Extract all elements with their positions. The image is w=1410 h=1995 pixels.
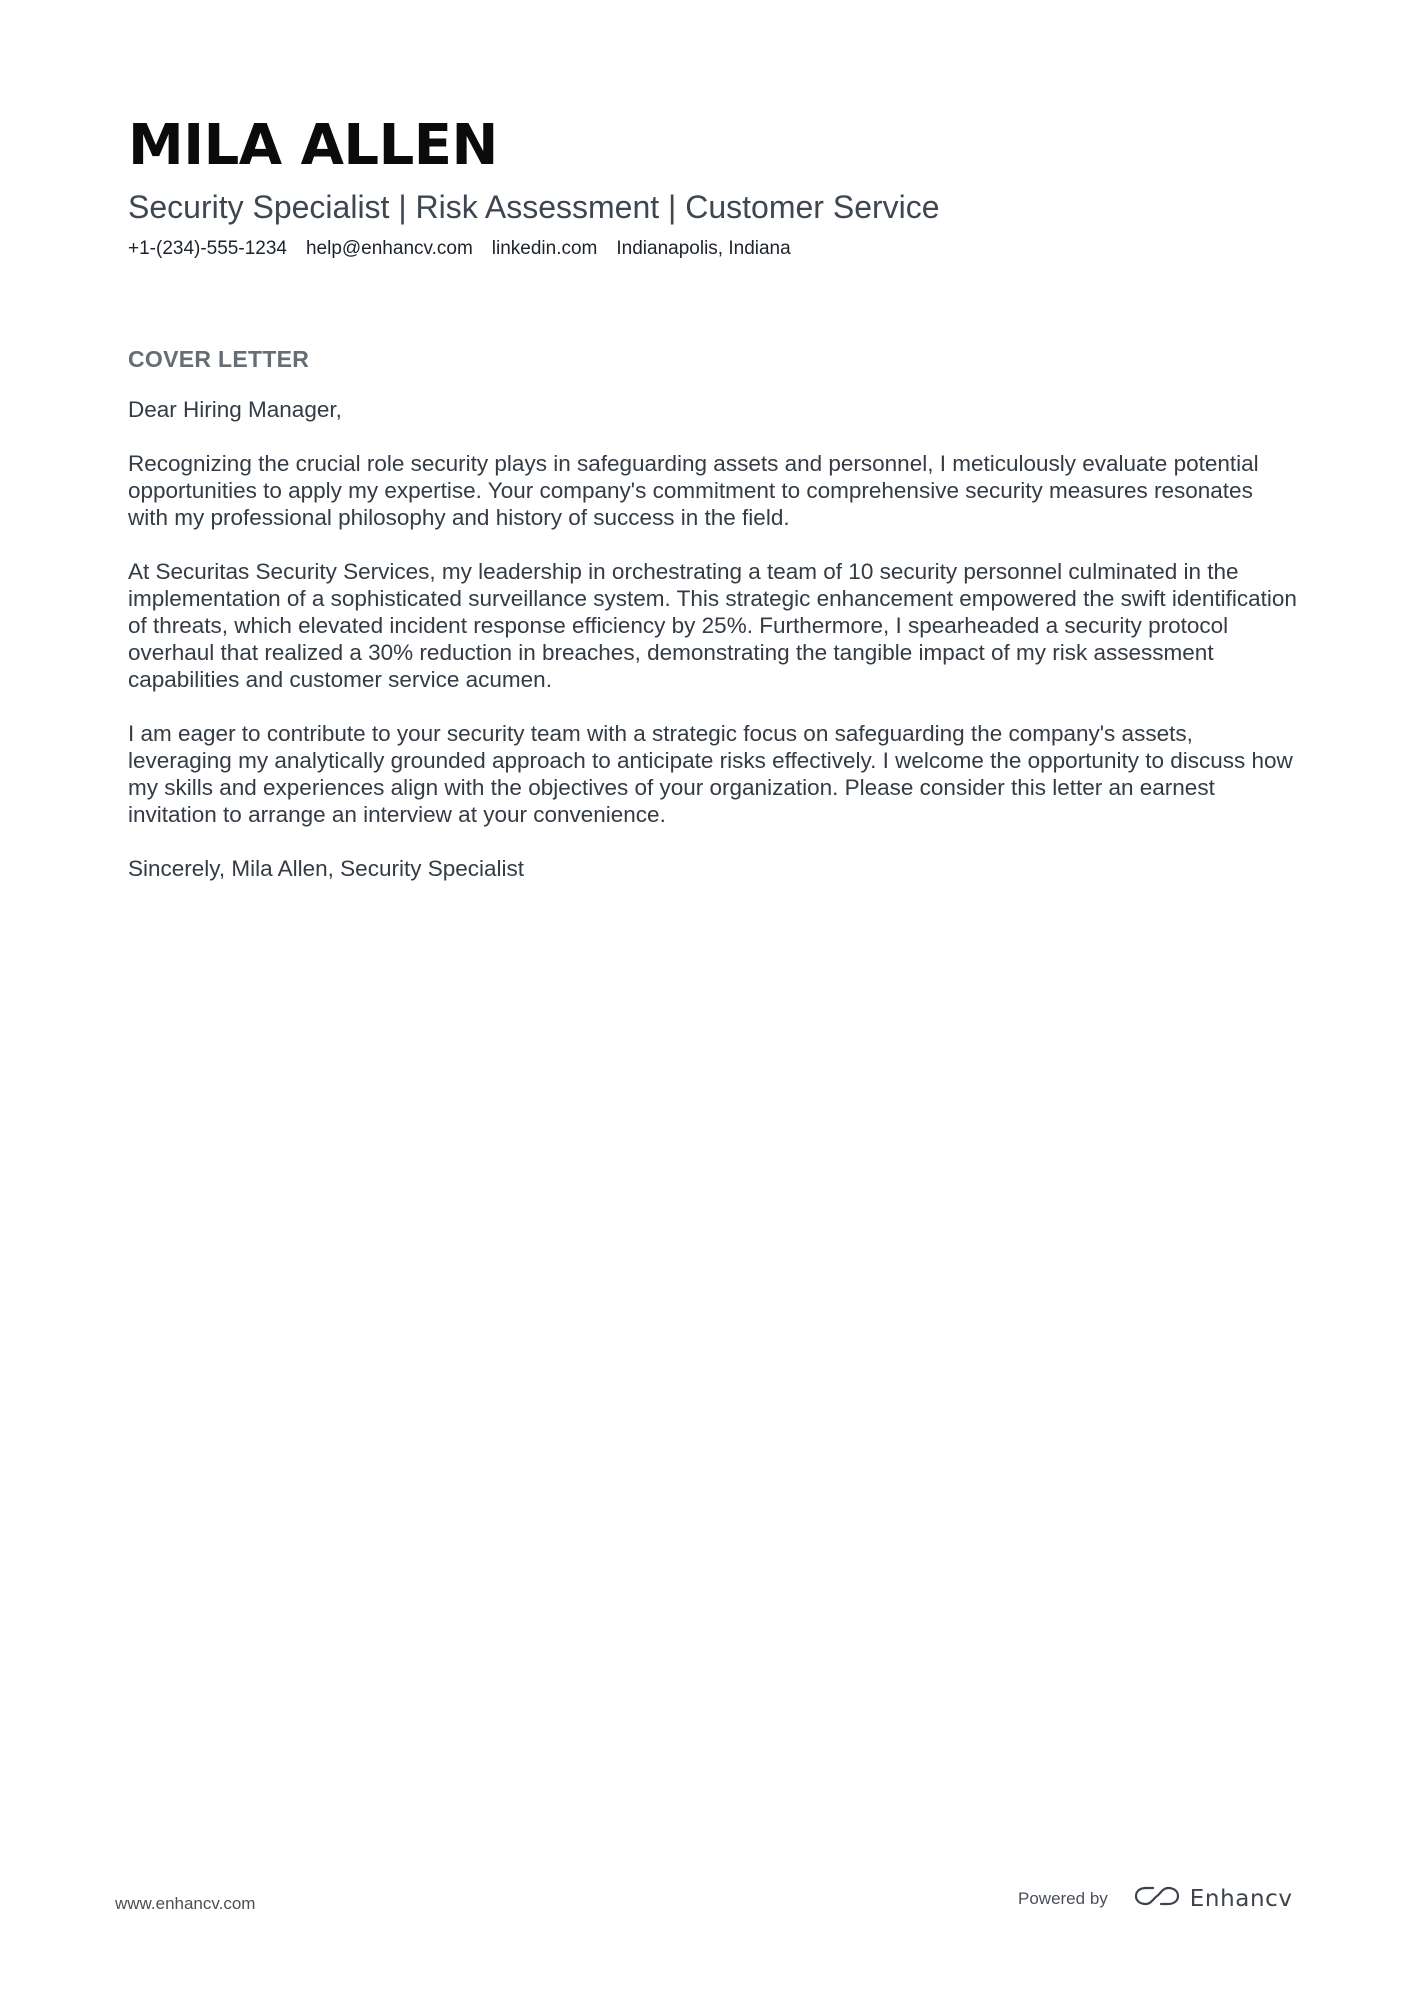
- contact-linkedin[interactable]: linkedin.com: [491, 238, 598, 259]
- letter-body: [128, 396, 1298, 882]
- letter-closing: Sincerely, Mila Allen, Security Specialist: [128, 856, 524, 881]
- cover-letter-section: [128, 344, 1298, 909]
- brand-name: Enhancv: [1189, 1885, 1293, 1912]
- section-title: COVER LETTER: [128, 346, 310, 372]
- contact-email[interactable]: help@enhancv.com: [305, 238, 473, 259]
- enhancv-infinity-logo-icon: [1134, 1884, 1180, 1913]
- candidate-name: MILA ALLEN: [128, 113, 498, 178]
- footer-branding: [1018, 1884, 1293, 1913]
- letter-paragraph: I am eager to contribute to your security team with a strategic focus on safeguarding the company's assets, leveraging my analytically grounded approach to anticipate risks effectively. I welcome the opportunity to discuss how my skills and experiences align with the objectives of your organization. Please consider this letter an earnest invitation to arrange an interview at your convenience.: [128, 721, 1293, 827]
- letter-paragraph: Recognizing the crucial role security plays in safeguarding assets and personnel, I meticulously evaluate potential opportunities to apply my expertise. Your company's commitment to comprehensive security measures resonates with my professional philosophy and history of success in the field.: [128, 451, 1259, 530]
- candidate-headline: Security Specialist | Risk Assessment | Customer Service: [128, 189, 940, 225]
- letter-greeting: Dear Hiring Manager,: [128, 397, 342, 422]
- footer-website[interactable]: www.enhancv.com: [115, 1894, 256, 1913]
- contact-location: Indianapolis, Indiana: [616, 238, 791, 259]
- brand-logo[interactable]: [1134, 1884, 1293, 1913]
- resume-header: [128, 112, 1288, 262]
- letter-paragraph: At Securitas Security Services, my leadership in orchestrating a team of 10 security personnel culminated in the implementation of a sophisticated surveillance system. This strategic enhancement empowered the swift identification of threats, which elevated incident response efficiency by 25%. Furthermore, I spearheaded a security protocol overhaul that realized a 30% reduction in breaches, demonstrating the tangible impact of my risk assessment capabilities and customer service acumen.: [128, 559, 1297, 692]
- powered-by-label: Powered by: [1018, 1888, 1108, 1908]
- contact-info: [128, 236, 1288, 262]
- contact-phone: +1-(234)-555-1234: [128, 238, 287, 259]
